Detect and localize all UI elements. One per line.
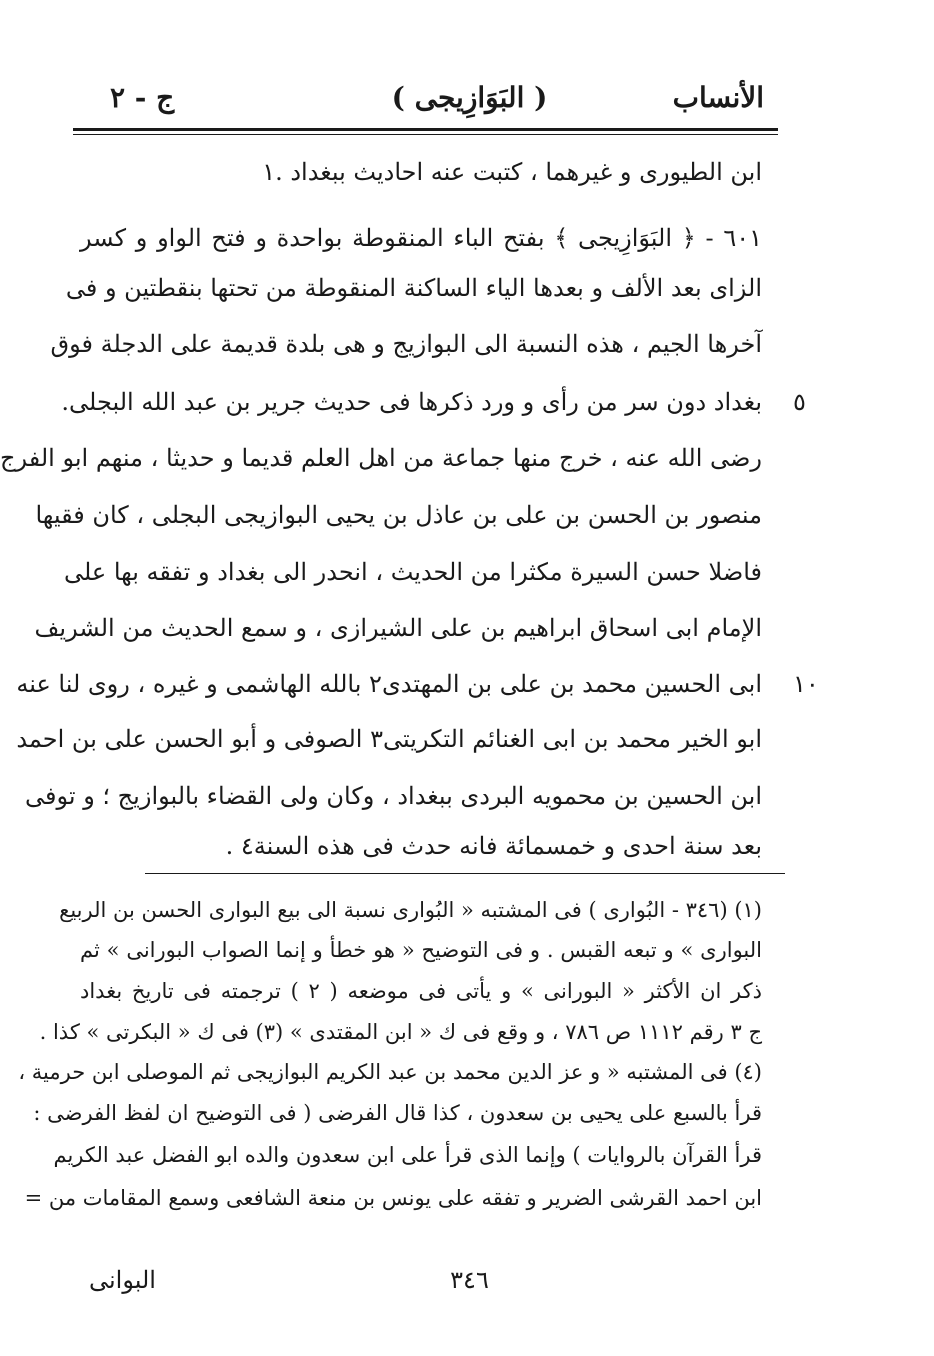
text-line: ابن الحسين بن محمويه البردى ببغداد ، وكان ولى القضاء بالبوازيج ؛ و توفى [25, 782, 762, 810]
catchword: البوانى [89, 1266, 156, 1294]
footnote-line: ج ٣ رقم ١١١٢ ص ٧٨٦ ، و وقع فى ك « ابن المقتدى » (٣) فى ك « البكرتى » كذا . [39, 1020, 762, 1044]
text-line: آخرها الجيم ، هذه النسبة الى البوازيج و هى بلدة قديمة على الدجلة فوق [50, 330, 762, 358]
text-line: منصور بن الحسن بن على بن عاذل بن يحيى البوازيجى البجلى ، كان فقيها [35, 501, 762, 529]
footnote-line: قرأ بالسبع على يحيى بن سعدون ، كذا قال الفرضى ( فى التوضيح ان لفظ الفرضى : [33, 1101, 762, 1125]
text-line: ٦٠١ - ﴿ البَوَازِيجى ﴾ بفتح الباء المنقوطة بواحدة و فتح الواو و كسر [80, 224, 762, 252]
text-line: ابو الخير محمد بن ابى الغنائم التكريتى٣ الصوفى و أبو الحسن على بن احمد [16, 725, 762, 753]
line-number-marker: ١٠ [793, 670, 819, 698]
running-head-volume: ج - ٢ [110, 81, 175, 114]
header-rule-thick [73, 128, 778, 131]
running-head-entry-title: ( البَوَازِيجى ) [391, 81, 548, 114]
footnote-line: ذكر ان الأكثر « البورانى » و يأتى فى موضعه ( ٢ ) ترجمته فى تاريخ بغداد [80, 979, 762, 1003]
footnote-separator [145, 873, 785, 874]
footnote-line: (١) (٣٤٦ - البُوارى ) فى المشتبه « البُوارى نسبة الى بيع البوارى الحسن بن الربيع [59, 898, 762, 922]
page-number: ٣٤٦ [450, 1266, 489, 1294]
text-line: الزاى بعد الألف و بعدها الياء الساكنة المنقوطة من تحتها بنقطتين و فى [65, 274, 762, 302]
text-line: ابن الطيورى و غيرهما ، كتبت عنه احاديث ببغداد .١ [262, 158, 762, 186]
footnote-line: قرأ القرآن بالروايات ) وإنما الذى قرأ على ابن سعدون والده ابو الفضل عبد الكريم [53, 1143, 762, 1167]
text-line: فاضلا حسن السيرة مكثرا من الحديث ، انحدر الى بغداد و تفقه بها على [63, 558, 762, 586]
footnote-line: (٤) فى المشتبه « و عز الدين محمد بن عبد الكريم البوازيجى ثم الموصلى ابن حرمية ، [18, 1060, 762, 1084]
footnote-line: ابن احمد القرشى الضرير و تفقه على يونس بن منعة الشافعى وسمع المقامات من = [24, 1186, 762, 1210]
text-line: بغداد دون سر من رأى و ورد ذكرها فى حديث جرير بن عبد الله البجلى. [61, 388, 762, 416]
text-line: الإمام ابى اسحاق ابراهيم بن على الشيرازى ، و سمع الحديث من الشريف [34, 614, 762, 642]
text-line: ابى الحسين محمد بن على بن المهتدى٢ بالله الهاشمى و غيره ، روى لنا عنه [16, 670, 762, 698]
running-head-book-title: الأنساب [672, 81, 764, 114]
footnote-line: البوارى » و تبعه القبس . و فى التوضيح « هو خطأ و إنما الصواب البورانى » ثم [80, 938, 762, 962]
header-rule-thin [73, 134, 778, 135]
text-line: رضى الله عنه ، خرج منها جماعة من اهل العلم قديما و حديثا ، منهم ابو الفرج [0, 444, 762, 472]
text-line: بعد سنة احدى و خمسمائة فانه حدث فى هذه السنة٤ . [225, 832, 762, 860]
line-number-marker: ٥ [793, 388, 806, 416]
